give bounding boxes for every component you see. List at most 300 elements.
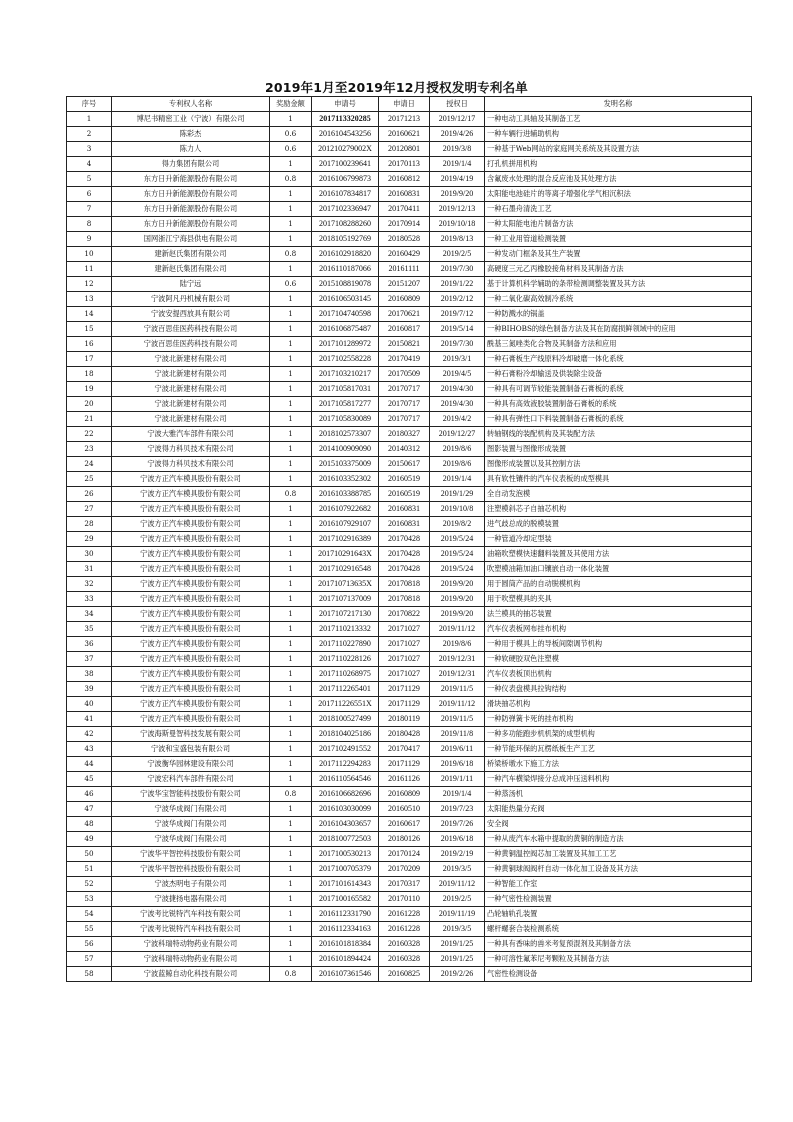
- row-title: 一种多功能跑步机机架的成型机构: [485, 727, 752, 742]
- table-row: [67, 262, 752, 277]
- table-row: [67, 307, 752, 322]
- row-app-no: 2016106682696: [312, 787, 379, 802]
- row-holder: 宁波方正汽车模具股份有限公司: [112, 547, 270, 562]
- row-title: 含氟废水处理的混合反应池及其处理方法: [485, 172, 752, 187]
- table-row: [67, 457, 752, 472]
- table-row: [67, 697, 752, 712]
- row-holder: 宁波百思佳医药科技有限公司: [112, 337, 270, 352]
- row-grant-date: 2019/1/11: [430, 772, 485, 787]
- table-row: [67, 952, 752, 967]
- row-title: 螺杆螺套合装检测系统: [485, 922, 752, 937]
- row-app-no: 2014100909090: [312, 442, 379, 457]
- row-app-no: 2017100239641: [312, 157, 379, 172]
- row-title: 一种太阳能电池片制备方法: [485, 217, 752, 232]
- row-grant-date: 2019/4/30: [430, 382, 485, 397]
- header-app-date: 申请日: [379, 97, 430, 112]
- row-app-date: 20161228: [379, 907, 430, 922]
- row-amount: 1: [270, 877, 312, 892]
- row-amount: 0.8: [270, 172, 312, 187]
- row-app-no: 2017101614343: [312, 877, 379, 892]
- row-holder: 宁波北新建材有限公司: [112, 397, 270, 412]
- table-row: [67, 562, 752, 577]
- row-amount: 1: [270, 547, 312, 562]
- row-holder: 宁波考比锐特汽车科技有限公司: [112, 907, 270, 922]
- row-app-date: 20170428: [379, 547, 430, 562]
- row-no: 17: [67, 352, 112, 367]
- row-holder: 宁波方正汽车模具股份有限公司: [112, 622, 270, 637]
- row-app-date: 20160429: [379, 247, 430, 262]
- row-title: 一种石墨舟清洗工艺: [485, 202, 752, 217]
- row-app-date: 20170419: [379, 352, 430, 367]
- row-app-no: 2016102918820: [312, 247, 379, 262]
- row-holder: 宁波华平智控科技股份有限公司: [112, 862, 270, 877]
- row-grant-date: 2019/11/12: [430, 622, 485, 637]
- row-holder: 宁波北新建材有限公司: [112, 352, 270, 367]
- row-grant-date: 2019/4/5: [430, 367, 485, 382]
- row-amount: 1: [270, 772, 312, 787]
- row-title: 一种车辆行进辅助机构: [485, 127, 752, 142]
- table-row: [67, 337, 752, 352]
- row-amount: 1: [270, 817, 312, 832]
- row-holder: 得力集团有限公司: [112, 157, 270, 172]
- row-title: 用于圆筒产品的自动脱模机构: [485, 577, 752, 592]
- row-holder: 宁波宏科汽车部件有限公司: [112, 772, 270, 787]
- row-app-date: 20171027: [379, 622, 430, 637]
- row-grant-date: 2019/1/25: [430, 937, 485, 952]
- row-amount: 1: [270, 442, 312, 457]
- row-app-no: 2016112334163: [312, 922, 379, 937]
- row-no: 18: [67, 367, 112, 382]
- row-app-date: 20171027: [379, 637, 430, 652]
- row-app-no: 2018100772503: [312, 832, 379, 847]
- row-grant-date: 2019/9/20: [430, 607, 485, 622]
- table-row: [67, 667, 752, 682]
- row-amount: 0.8: [270, 487, 312, 502]
- row-no: 34: [67, 607, 112, 622]
- table-row: [67, 352, 752, 367]
- row-holder: 宁波百思佳医药科技有限公司: [112, 322, 270, 337]
- table-row: [67, 427, 752, 442]
- table-row: [67, 547, 752, 562]
- row-grant-date: 2019/12/13: [430, 202, 485, 217]
- row-no: 54: [67, 907, 112, 922]
- row-no: 19: [67, 382, 112, 397]
- row-app-date: 20160809: [379, 292, 430, 307]
- row-no: 15: [67, 322, 112, 337]
- row-holder: 宁波华成阀门有限公司: [112, 802, 270, 817]
- row-app-date: 20170818: [379, 577, 430, 592]
- row-amount: 1: [270, 697, 312, 712]
- row-grant-date: 2019/11/8: [430, 727, 485, 742]
- row-grant-date: 2019/3/5: [430, 862, 485, 877]
- row-holder: 宁波方正汽车模具股份有限公司: [112, 532, 270, 547]
- row-holder: 宁波阿凡丹机械有限公司: [112, 292, 270, 307]
- row-amount: 1: [270, 382, 312, 397]
- table-row: [67, 217, 752, 232]
- row-no: 38: [67, 667, 112, 682]
- row-app-no: 2016101894424: [312, 952, 379, 967]
- row-holder: 博尼书精密工业（宁波）有限公司: [112, 112, 270, 127]
- row-title: 一种仪表盘模具拉钩结构: [485, 682, 752, 697]
- row-amount: 1: [270, 712, 312, 727]
- row-app-date: 20170717: [379, 397, 430, 412]
- row-app-no: 2018104025186: [312, 727, 379, 742]
- row-amount: 0.8: [270, 787, 312, 802]
- row-amount: 1: [270, 427, 312, 442]
- row-grant-date: 2019/11/5: [430, 682, 485, 697]
- row-app-no: 2016112331790: [312, 907, 379, 922]
- row-holder: 陆宁远: [112, 277, 270, 292]
- row-no: 22: [67, 427, 112, 442]
- row-title: 一种具有高效液胶装置制备石膏板的系统: [485, 397, 752, 412]
- table-row: [67, 367, 752, 382]
- row-grant-date: 2019/7/30: [430, 337, 485, 352]
- row-app-no: 2017102336947: [312, 202, 379, 217]
- row-amount: 1: [270, 622, 312, 637]
- row-app-date: 20170411: [379, 202, 430, 217]
- row-amount: 1: [270, 592, 312, 607]
- row-app-no: 2017105817031: [312, 382, 379, 397]
- row-app-no: 2016106503145: [312, 292, 379, 307]
- header-holder: 专利权人名称: [112, 97, 270, 112]
- row-grant-date: 2019/7/30: [430, 262, 485, 277]
- row-app-no: 2017112294283: [312, 757, 379, 772]
- row-app-date: 20180428: [379, 727, 430, 742]
- row-amount: 1: [270, 292, 312, 307]
- row-grant-date: 2019/7/23: [430, 802, 485, 817]
- row-app-no: 2015103375009: [312, 457, 379, 472]
- table-row: [67, 382, 752, 397]
- row-title: 打孔机拼用机构: [485, 157, 752, 172]
- row-title: 气密性检测设备: [485, 967, 752, 982]
- row-title: 一种黄铜球阀阀杆自动一体化加工设备及其方法: [485, 862, 752, 877]
- row-amount: 1: [270, 682, 312, 697]
- row-title: 一种二氧化碳高效制冷系统: [485, 292, 752, 307]
- row-holder: 宁波方正汽车模具股份有限公司: [112, 667, 270, 682]
- row-app-no: 2016103388785: [312, 487, 379, 502]
- row-holder: 宁波方正汽车模具股份有限公司: [112, 652, 270, 667]
- row-title: 一种电动工具轴及其制备工艺: [485, 112, 752, 127]
- row-app-date: 20160825: [379, 967, 430, 982]
- row-amount: 1: [270, 457, 312, 472]
- table-row: [67, 442, 752, 457]
- row-app-date: 20150617: [379, 457, 430, 472]
- row-app-no: 2017107217130: [312, 607, 379, 622]
- row-grant-date: 2019/11/12: [430, 877, 485, 892]
- row-app-no: 2017100705379: [312, 862, 379, 877]
- row-title: 一种石膏粉冷却输送及供装除尘设备: [485, 367, 752, 382]
- row-app-date: 20180327: [379, 427, 430, 442]
- row-holder: 国网浙江宁海县供电有限公司: [112, 232, 270, 247]
- table-row: [67, 292, 752, 307]
- row-title: 一种汽车横梁焊接分总成冲压送料机构: [485, 772, 752, 787]
- row-title: 图影装置与图像形成装置: [485, 442, 752, 457]
- row-amount: 1: [270, 517, 312, 532]
- row-no: 33: [67, 592, 112, 607]
- row-app-date: 20170717: [379, 382, 430, 397]
- row-amount: 1: [270, 157, 312, 172]
- table-row: [67, 187, 752, 202]
- row-app-no: 2018100527499: [312, 712, 379, 727]
- table-row: [67, 817, 752, 832]
- row-no: 13: [67, 292, 112, 307]
- row-amount: 0.6: [270, 127, 312, 142]
- row-no: 58: [67, 967, 112, 982]
- row-grant-date: 2019/9/20: [430, 592, 485, 607]
- row-title: 一种防溅水的锅盖: [485, 307, 752, 322]
- table-row: [67, 487, 752, 502]
- row-app-no: 201210279002X: [312, 142, 379, 157]
- row-grant-date: 2019/11/5: [430, 712, 485, 727]
- row-title: 一种软硬胶双色注塑模: [485, 652, 752, 667]
- row-no: 52: [67, 877, 112, 892]
- row-title: 用于吹塑模具的夹具: [485, 592, 752, 607]
- row-no: 56: [67, 937, 112, 952]
- row-app-date: 20150821: [379, 337, 430, 352]
- row-holder: 宁波方正汽车模具股份有限公司: [112, 712, 270, 727]
- row-title: 一种BIHOBS的绿色制备方法及其在防腐损鲜领域中的应用: [485, 322, 752, 337]
- row-holder: 宁波方正汽车模具股份有限公司: [112, 487, 270, 502]
- row-app-no: 201710713635X: [312, 577, 379, 592]
- row-app-no: 2017102558228: [312, 352, 379, 367]
- row-amount: 1: [270, 652, 312, 667]
- row-grant-date: 2019/2/26: [430, 967, 485, 982]
- row-holder: 东方日升新能源股份有限公司: [112, 217, 270, 232]
- row-no: 10: [67, 247, 112, 262]
- row-grant-date: 2019/2/19: [430, 847, 485, 862]
- row-amount: 1: [270, 757, 312, 772]
- row-no: 43: [67, 742, 112, 757]
- row-no: 51: [67, 862, 112, 877]
- row-no: 57: [67, 952, 112, 967]
- row-title: 一种用于模具上的导板间隙调节机构: [485, 637, 752, 652]
- patent-table: [66, 96, 752, 982]
- row-app-date: 20170621: [379, 307, 430, 322]
- row-no: 44: [67, 757, 112, 772]
- row-no: 45: [67, 772, 112, 787]
- row-no: 32: [67, 577, 112, 592]
- row-holder: 宁波方正汽车模具股份有限公司: [112, 682, 270, 697]
- row-grant-date: 2019/8/2: [430, 517, 485, 532]
- row-no: 23: [67, 442, 112, 457]
- row-no: 4: [67, 157, 112, 172]
- table-row: [67, 202, 752, 217]
- row-title: 一种防弹簧卡死的挂布机构: [485, 712, 752, 727]
- table-row: [67, 802, 752, 817]
- row-amount: 1: [270, 397, 312, 412]
- row-grant-date: 2019/12/31: [430, 652, 485, 667]
- row-amount: 1: [270, 262, 312, 277]
- row-grant-date: 2019/1/4: [430, 787, 485, 802]
- row-grant-date: 2019/8/6: [430, 457, 485, 472]
- row-app-no: 2018102573307: [312, 427, 379, 442]
- row-app-date: 20160809: [379, 787, 430, 802]
- row-no: 28: [67, 517, 112, 532]
- row-app-date: 20171129: [379, 757, 430, 772]
- row-grant-date: 2019/11/19: [430, 907, 485, 922]
- row-app-date: 20160817: [379, 322, 430, 337]
- row-amount: 1: [270, 502, 312, 517]
- row-no: 12: [67, 277, 112, 292]
- row-app-date: 20161111: [379, 262, 430, 277]
- row-app-no: 2016104543256: [312, 127, 379, 142]
- row-app-date: 20160328: [379, 937, 430, 952]
- row-app-no: 2016107361546: [312, 967, 379, 982]
- row-app-date: 20170428: [379, 562, 430, 577]
- table-row: [67, 322, 752, 337]
- row-no: 31: [67, 562, 112, 577]
- row-grant-date: 2019/5/24: [430, 562, 485, 577]
- row-amount: 1: [270, 562, 312, 577]
- row-app-date: 20171027: [379, 667, 430, 682]
- table-row: [67, 742, 752, 757]
- header-no: 序号: [67, 97, 112, 112]
- row-grant-date: 2019/12/31: [430, 667, 485, 682]
- row-grant-date: 2019/8/6: [430, 637, 485, 652]
- table-row: [67, 622, 752, 637]
- row-holder: 宁波得力科贝技术有限公司: [112, 457, 270, 472]
- row-holder: 宁波衡华园林建设有限公司: [112, 757, 270, 772]
- table-row: [67, 712, 752, 727]
- row-title: 凸轮轴轨孔装置: [485, 907, 752, 922]
- row-amount: 1: [270, 202, 312, 217]
- row-grant-date: 2019/6/18: [430, 757, 485, 772]
- row-amount: 0.8: [270, 247, 312, 262]
- row-app-no: 2016107922682: [312, 502, 379, 517]
- row-title: 一种基于Web网站的家庭网关系统及其设置方法: [485, 142, 752, 157]
- row-app-date: 20180119: [379, 712, 430, 727]
- table-row: [67, 892, 752, 907]
- table-row: [67, 592, 752, 607]
- row-holder: 宁波北新建材有限公司: [112, 367, 270, 382]
- table-row: [67, 502, 752, 517]
- row-grant-date: 2019/8/6: [430, 442, 485, 457]
- row-grant-date: 2019/6/11: [430, 742, 485, 757]
- table-row: [67, 787, 752, 802]
- row-app-date: 20170110: [379, 892, 430, 907]
- table-row: [67, 652, 752, 667]
- row-amount: 1: [270, 532, 312, 547]
- table-row: [67, 277, 752, 292]
- row-app-date: 20160519: [379, 472, 430, 487]
- row-no: 46: [67, 787, 112, 802]
- row-app-no: 2017100530213: [312, 847, 379, 862]
- row-grant-date: 2019/4/26: [430, 127, 485, 142]
- row-no: 29: [67, 532, 112, 547]
- header-amount: 奖励金额: [270, 97, 312, 112]
- header-title: 发明名称: [485, 97, 752, 112]
- row-app-date: 20160621: [379, 127, 430, 142]
- row-holder: 东方日升新能源股份有限公司: [112, 172, 270, 187]
- row-holder: 宁波杰明电子有限公司: [112, 877, 270, 892]
- row-no: 11: [67, 262, 112, 277]
- row-app-no: 2016104303657: [312, 817, 379, 832]
- row-title: 图像形成装置以及其控制方法: [485, 457, 752, 472]
- row-app-date: 20170822: [379, 607, 430, 622]
- row-app-date: 20160617: [379, 817, 430, 832]
- row-grant-date: 2019/9/20: [430, 187, 485, 202]
- row-no: 53: [67, 892, 112, 907]
- row-app-date: 20120801: [379, 142, 430, 157]
- row-no: 39: [67, 682, 112, 697]
- row-title: 一种工业用管道检测装置: [485, 232, 752, 247]
- row-holder: 宁波蓝鲸自动化科技有限公司: [112, 967, 270, 982]
- row-app-no: 2017110213332: [312, 622, 379, 637]
- row-app-date: 20151207: [379, 277, 430, 292]
- row-no: 36: [67, 637, 112, 652]
- row-no: 30: [67, 547, 112, 562]
- row-no: 40: [67, 697, 112, 712]
- row-no: 37: [67, 652, 112, 667]
- row-grant-date: 2019/2/5: [430, 247, 485, 262]
- table-row: [67, 607, 752, 622]
- row-holder: 建新赵氏集团有限公司: [112, 262, 270, 277]
- row-no: 3: [67, 142, 112, 157]
- header-app-no: 申请号: [312, 97, 379, 112]
- row-amount: 1: [270, 367, 312, 382]
- row-title: 汽车仪表板顶出机构: [485, 667, 752, 682]
- row-grant-date: 2019/5/24: [430, 532, 485, 547]
- table-row: [67, 937, 752, 952]
- row-grant-date: 2019/4/2: [430, 412, 485, 427]
- row-grant-date: 2019/3/5: [430, 922, 485, 937]
- row-holder: 宁波华成阀门有限公司: [112, 832, 270, 847]
- row-amount: 0.8: [270, 967, 312, 982]
- row-amount: 1: [270, 217, 312, 232]
- row-title: 吹塑模油箱加油口镶嵌自动一体化装置: [485, 562, 752, 577]
- row-no: 47: [67, 802, 112, 817]
- table-row: [67, 577, 752, 592]
- row-app-date: 20161126: [379, 772, 430, 787]
- row-app-date: 20170818: [379, 592, 430, 607]
- row-app-no: 2015108819078: [312, 277, 379, 292]
- row-amount: 1: [270, 847, 312, 862]
- row-no: 42: [67, 727, 112, 742]
- table-row: [67, 637, 752, 652]
- table-row: [67, 877, 752, 892]
- row-grant-date: 2019/5/14: [430, 322, 485, 337]
- table-row: [67, 772, 752, 787]
- row-title: 进气歧总成的脱模装置: [485, 517, 752, 532]
- row-amount: 1: [270, 472, 312, 487]
- row-app-date: 20160510: [379, 802, 430, 817]
- row-holder: 宁波方正汽车模具股份有限公司: [112, 607, 270, 622]
- row-amount: 1: [270, 322, 312, 337]
- row-holder: 宁波方正汽车模具股份有限公司: [112, 577, 270, 592]
- row-app-date: 20170417: [379, 742, 430, 757]
- row-app-date: 20160328: [379, 952, 430, 967]
- row-holder: 宁波方正汽车模具股份有限公司: [112, 472, 270, 487]
- row-app-no: 2017102916548: [312, 562, 379, 577]
- table-row: [67, 727, 752, 742]
- row-no: 9: [67, 232, 112, 247]
- row-app-no: 2017100165582: [312, 892, 379, 907]
- table-row: [67, 247, 752, 262]
- header-row: [67, 97, 752, 112]
- row-grant-date: 2019/1/25: [430, 952, 485, 967]
- row-amount: 1: [270, 112, 312, 127]
- row-no: 49: [67, 832, 112, 847]
- row-title: 具有软性镶件的汽车仪表板的成型模具: [485, 472, 752, 487]
- row-app-no: 2017112265401: [312, 682, 379, 697]
- row-app-date: 20171213: [379, 112, 430, 127]
- row-amount: 1: [270, 742, 312, 757]
- row-amount: 1: [270, 832, 312, 847]
- row-holder: 宁波大雅汽车部件有限公司: [112, 427, 270, 442]
- table-row: [67, 142, 752, 157]
- row-no: 1: [67, 112, 112, 127]
- page-title: 2019年1月至2019年12月授权发明专利名单: [265, 80, 528, 95]
